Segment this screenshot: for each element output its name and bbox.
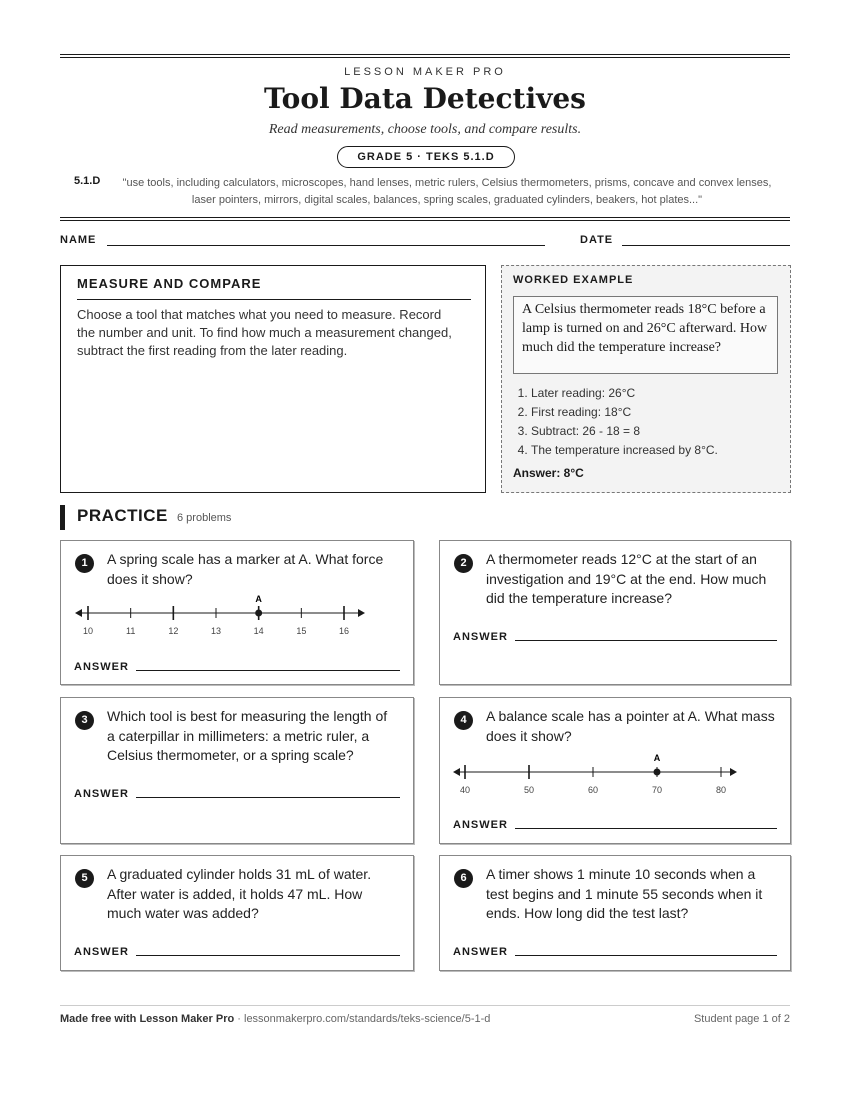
answer-label: ANSWER bbox=[453, 631, 508, 643]
problem-number: 4 bbox=[454, 711, 473, 730]
problem-number: 1 bbox=[75, 554, 94, 573]
problem-card-3 bbox=[60, 697, 414, 844]
name-label: NAME bbox=[60, 234, 97, 246]
marker-label: A bbox=[653, 753, 661, 763]
problem-card-1 bbox=[60, 540, 414, 685]
standard-text: "use tools, including calculators, microscopes, hand lenses, metric rulers, Celsius thermometers, prisms, concave and convex lenses, laser pointers, mirrors, digital scales, balances, spring scales, graduated cylinders, beakers, hot plates..." bbox=[122, 177, 772, 206]
answer-label: ANSWER bbox=[453, 946, 508, 958]
brand-name: LESSON MAKER PRO bbox=[344, 66, 506, 78]
problem-card-5 bbox=[60, 855, 414, 971]
problem-card-6 bbox=[439, 855, 791, 971]
problem-text: A graduated cylinder holds 31 mL of water. After water is added, it holds 47 mL. How much water was added? bbox=[107, 866, 372, 921]
answer-field[interactable] bbox=[515, 955, 777, 956]
step-item: 4. The temperature increased by 8°C. bbox=[531, 441, 718, 460]
tick-label: 10 bbox=[82, 626, 94, 636]
balance-number-line bbox=[449, 752, 749, 798]
tick-label: 50 bbox=[523, 785, 535, 795]
tick-label: 80 bbox=[715, 785, 727, 795]
grade-badge: GRADE 5 · TEKS 5.1.D bbox=[337, 146, 515, 168]
measure-heading: MEASURE AND COMPARE bbox=[77, 276, 262, 291]
problem-text: Which tool is best for measuring the length of a caterpillar in millimeters: a metric ruler, a Celsius thermometer, or a spring scale? bbox=[107, 708, 388, 763]
answer-label: ANSWER bbox=[74, 788, 129, 800]
problem-text: A spring scale has a marker at A. What force does it show? bbox=[107, 551, 384, 587]
step-item: 2. First reading: 18°C bbox=[531, 403, 718, 422]
tick-label: 40 bbox=[459, 785, 471, 795]
worked-example-steps bbox=[513, 384, 718, 460]
step-item: 1. Later reading: 26°C bbox=[531, 384, 718, 403]
top-rule-2 bbox=[60, 57, 790, 58]
footer-url[interactable]: · lessonmakerpro.com/standards/teks-science/5-1-d bbox=[234, 1013, 491, 1025]
practice-accent-bar bbox=[60, 505, 65, 530]
tick-label: 15 bbox=[296, 626, 307, 636]
answer-label: ANSWER bbox=[74, 661, 129, 673]
answer-field[interactable] bbox=[136, 955, 400, 956]
footer-made-with: Made free with Lesson Maker Pro bbox=[60, 1013, 235, 1025]
worked-example-question: A Celsius thermometer reads 18°C before a lamp is turned on and 26°C afterward. How much did the temperature increase? bbox=[513, 296, 778, 374]
top-rule bbox=[60, 54, 790, 55]
problem-card-2 bbox=[439, 540, 791, 685]
problem-number: 2 bbox=[454, 554, 473, 573]
problem-text: A thermometer reads 12°C at the start of an investigation and 19°C at the end. How much did the temperature increase? bbox=[486, 551, 767, 606]
tick-label: 11 bbox=[125, 626, 136, 636]
answer-label: ANSWER bbox=[74, 946, 129, 958]
date-field[interactable] bbox=[622, 245, 790, 246]
problem-text: A timer shows 1 minute 10 seconds when a test begins and 1 minute 55 seconds when it ends. How long did the test last? bbox=[486, 866, 763, 921]
right-arrow-icon bbox=[730, 768, 737, 776]
footer-rule bbox=[60, 1005, 790, 1006]
measure-body: Choose a tool that matches what you need to measure. Record the number and unit. To find how much a measurement changed, subtract the first reading from the later reading. bbox=[77, 307, 452, 358]
marker-dot bbox=[654, 769, 661, 776]
tick-label: 16 bbox=[338, 626, 350, 636]
worked-example-box bbox=[501, 265, 791, 493]
measure-compare-box bbox=[60, 265, 486, 493]
practice-title: PRACTICE bbox=[77, 506, 168, 525]
header-bottom-rule bbox=[60, 217, 790, 218]
right-arrow-icon bbox=[358, 609, 365, 617]
tick-label: 60 bbox=[587, 785, 599, 795]
problem-number: 3 bbox=[75, 711, 94, 730]
worked-example-label: WORKED EXAMPLE bbox=[513, 274, 634, 286]
step-item: 3. Subtract: 26 - 18 = 8 bbox=[531, 422, 718, 441]
answer-field[interactable] bbox=[136, 670, 400, 671]
footer-page-number: Student page 1 of 2 bbox=[693, 1013, 790, 1025]
tick-label: 13 bbox=[210, 626, 222, 636]
marker-label: A bbox=[255, 594, 262, 604]
problem-text: A balance scale has a pointer at A. What mass does it show? bbox=[486, 708, 775, 744]
answer-field[interactable] bbox=[515, 640, 777, 641]
problem-number: 5 bbox=[75, 869, 94, 888]
header-bottom-rule-2 bbox=[60, 220, 790, 221]
page-subtitle: Read measurements, choose tools, and compare results. bbox=[268, 122, 582, 137]
measure-divider bbox=[77, 299, 471, 300]
practice-count: 6 problems bbox=[177, 512, 232, 524]
name-field[interactable] bbox=[107, 245, 545, 246]
marker-dot bbox=[255, 610, 262, 617]
answer-field[interactable] bbox=[515, 828, 777, 829]
tick-label: 14 bbox=[253, 626, 264, 636]
worked-example-answer: Answer: 8°C bbox=[513, 466, 584, 480]
answer-field[interactable] bbox=[136, 797, 400, 798]
tick-label: 70 bbox=[651, 785, 663, 795]
standard-code: 5.1.D bbox=[74, 175, 101, 187]
footer-credit bbox=[60, 1013, 490, 1025]
date-label: DATE bbox=[580, 234, 614, 246]
answer-label: ANSWER bbox=[453, 819, 508, 831]
spring-scale-number-line bbox=[71, 593, 371, 639]
left-arrow-icon bbox=[453, 768, 460, 776]
page-title: Tool Data Detectives bbox=[264, 82, 586, 115]
problem-number: 6 bbox=[454, 869, 473, 888]
left-arrow-icon bbox=[75, 609, 82, 617]
tick-label: 12 bbox=[168, 626, 179, 636]
